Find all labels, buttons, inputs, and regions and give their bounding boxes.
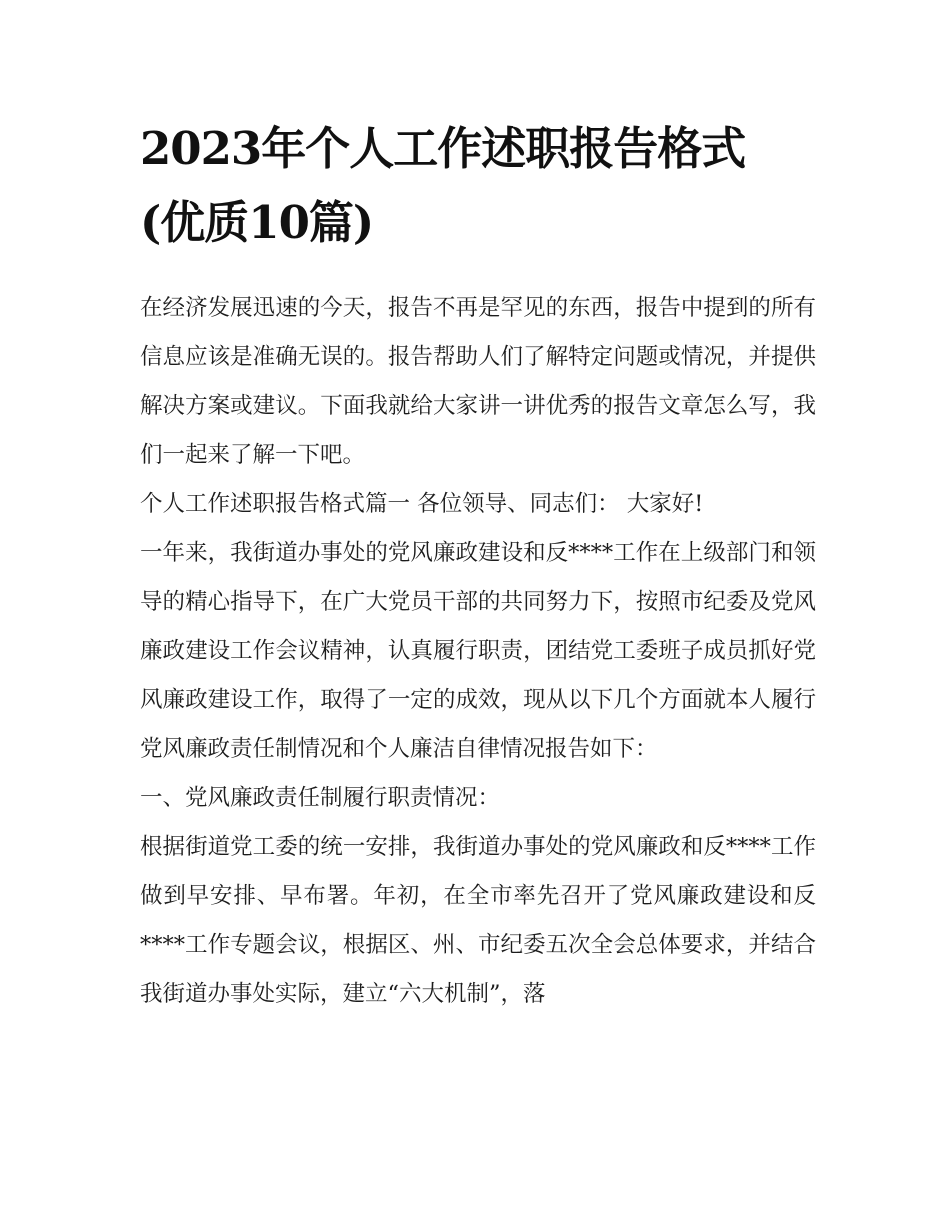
section-heading: 一、党风廉政责任制履行职责情况： [140,785,501,811]
title-line-2: (优质10篇) [140,196,374,249]
title-line-1: 2023年个人工作述职报告格式 [140,122,746,175]
section-heading-greeting: 个人工作述职报告格式篇一 各位领导、同志们： 大家好! [140,491,704,517]
document-title [140,112,816,260]
body-paragraph: 一年来，我街道办事处的党风廉政建设和反****工作在上级部门和领导的精心指导下，在广大党员干部的共同努力下，按照市纪委及党风廉政建设工作会议精神，认真履行职责，团结党工委班子成员抓好党风廉政建设工作，取得了一定的成效，现从以下几个方面就本人履行党风廉政责任制情况和个人廉洁自律情况报告如下： [140,540,816,762]
document-body [140,112,816,1019]
intro-paragraph: 在经济发展迅速的今天，报告不再是罕见的东西，报告中提到的所有信息应该是准确无误的。报告帮助人们了解特定问题或情况，并提供解决方案或建议。下面我就给大家讲一讲优秀的报告文章怎么写，我们一起来了解一下吧。 [140,295,816,468]
body-paragraph: 根据街道党工委的统一安排，我街道办事处的党风廉政和反****工作做到早安排、早布署。年初，在全市率先召开了党风廉政建设和反****工作专题会议，根据区、州、市纪委五次全会总体要求，并结合我街道办事处实际，建立“六大机制”，落 [140,834,816,1007]
document-paragraphs [140,284,816,1019]
